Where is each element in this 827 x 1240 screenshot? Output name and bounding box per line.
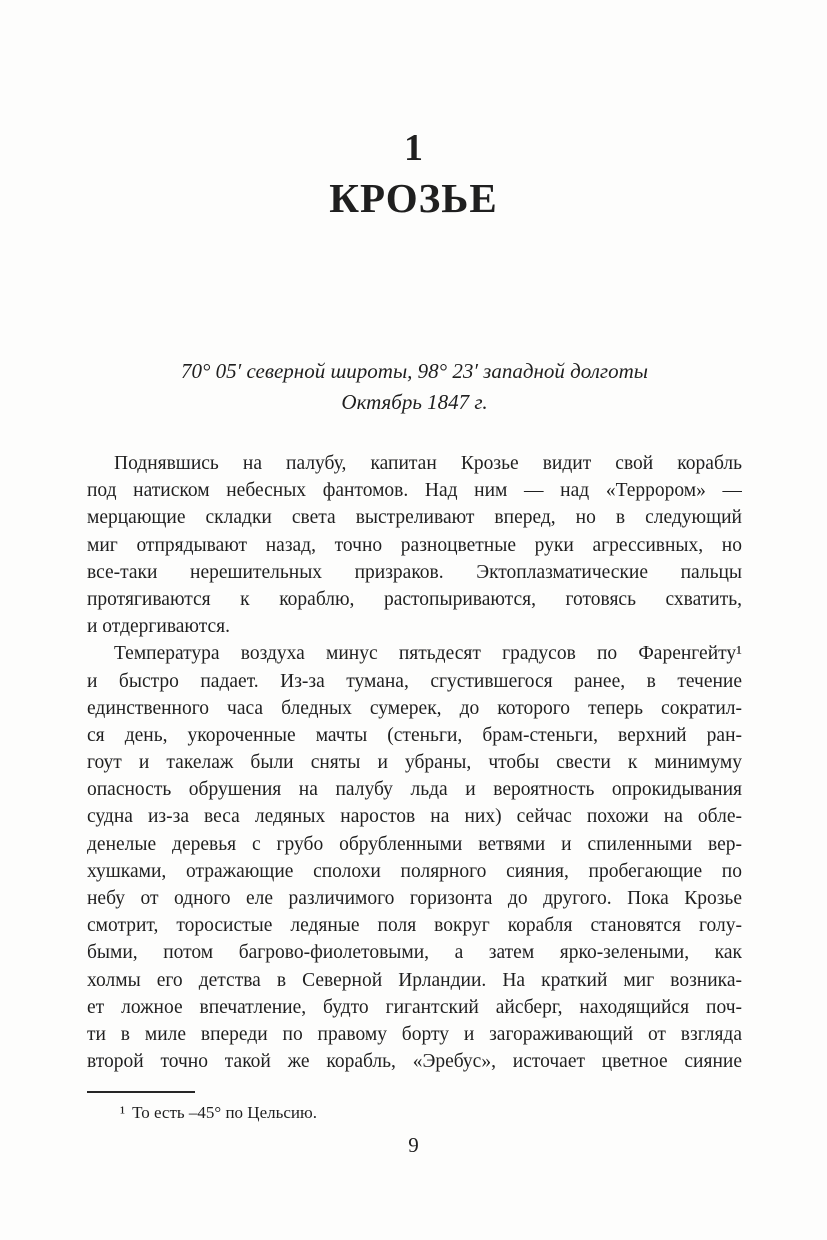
- body-line: и быстро падает. Из-за тумана, сгустившегося ранее, в течение: [87, 670, 742, 692]
- footnote-text: То есть –45° по Цельсию.: [132, 1103, 317, 1122]
- body-line: ся день, укороченные мачты (стеньги, брам-стеньги, верхний ран-: [87, 724, 742, 746]
- body-line: протягиваются к кораблю, растопыриваются, готовясь схватить,: [87, 588, 742, 610]
- page-number: 9: [408, 1133, 419, 1157]
- body-line: небу от одного еле различимого горизонта до другого. Пока Крозье: [87, 888, 742, 909]
- chapter-title: КРОЗЬЕ: [329, 175, 498, 221]
- body-line: второй точно такой же корабль, «Эребус», источает цветное сияние: [87, 1051, 742, 1073]
- body-line: опасность обрушения на палубу льда и вероятность опрокидывания: [87, 779, 742, 801]
- footnote-marker: ¹: [120, 1103, 126, 1122]
- epigraph-line: 70° 05′ северной широты, 98° 23′ западной долготы: [180, 359, 648, 383]
- epigraph: [87, 356, 742, 418]
- paragraph: [87, 450, 742, 640]
- footnote-divider: [87, 1091, 195, 1093]
- body-line: мерцающие складки света выстреливают вперед, но в следующий: [87, 507, 742, 529]
- paragraph: [87, 640, 742, 1075]
- body-text: [87, 450, 742, 1075]
- body-line: под натиском небесных фантомов. Над ним — над «Террором» —: [87, 480, 742, 502]
- footnote: [87, 1100, 742, 1126]
- body-line: и отдергиваются.: [87, 616, 231, 638]
- body-line: денелые деревья с грубо обрубленными ветвями и спиленными вер-: [87, 833, 742, 855]
- body-line: смотрит, торосистые ледяные поля вокруг корабля становятся голу-: [87, 915, 742, 937]
- body-line: гоут и такелаж были сняты и убраны, чтобы свести к минимуму: [87, 752, 742, 774]
- body-line: холмы его детства в Северной Ирландии. На краткий миг возника-: [87, 969, 742, 991]
- body-line: ет ложное впечатление, будто гигантский айсберг, находящийся поч-: [87, 996, 742, 1018]
- body-line: Температура воздуха минус пятьдесят градусов по Фаренгейту¹: [114, 643, 742, 665]
- body-line: все-таки нерешительных призраков. Эктоплазматические пальцы: [87, 561, 742, 583]
- chapter-number: 1: [404, 127, 423, 169]
- body-line: быми, потом багрово-фиолетовыми, а затем ярко-зелеными, как: [87, 942, 742, 964]
- epigraph-line: Октябрь 1847 г.: [341, 390, 488, 414]
- body-line: единственного часа бледных сумерек, до которого теперь сократил-: [87, 697, 742, 719]
- body-line: ти в миле впереди по правому борту и загораживающий от взгляда: [87, 1023, 742, 1045]
- body-line: хушками, отражающие сполохи полярного сияния, пробегающие по: [87, 860, 742, 882]
- body-line: судна из-за веса ледяных наростов на них) сейчас похожи на обле-: [87, 806, 742, 828]
- body-line: Поднявшись на палубу, капитан Крозье видит свой корабль: [114, 453, 742, 474]
- body-line: миг отпрядывают назад, точно разноцветные руки агрессивных, но: [87, 534, 742, 556]
